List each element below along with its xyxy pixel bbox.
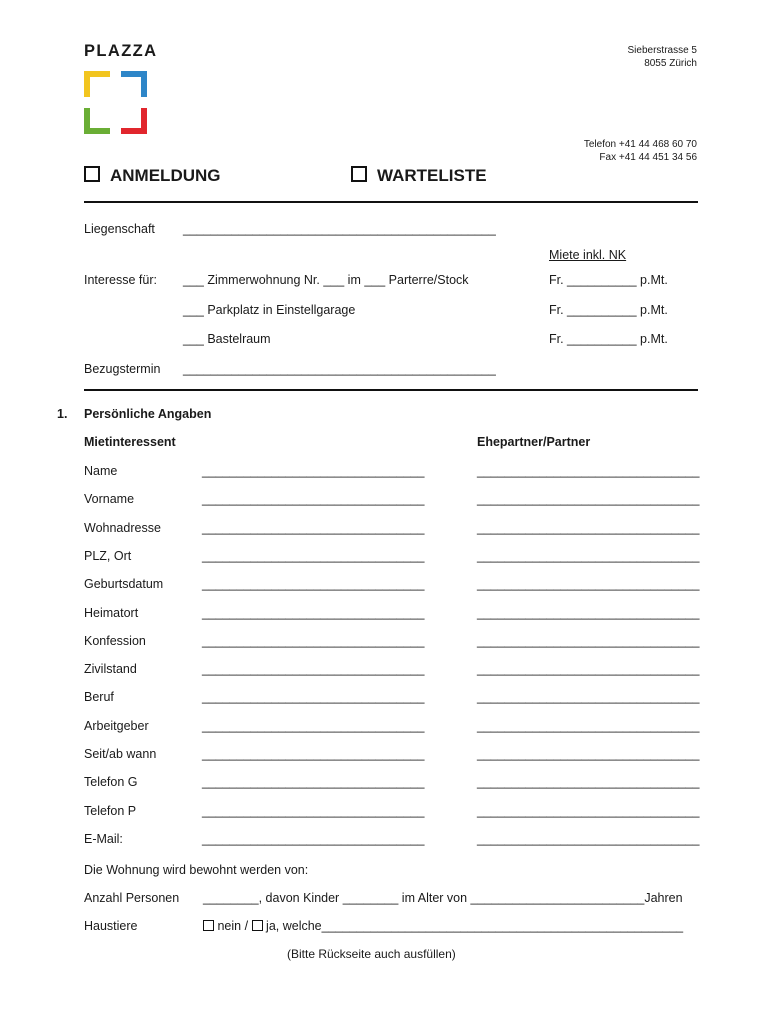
liegenschaft-label: Liegenschaft	[84, 222, 155, 236]
field-label: Telefon G	[84, 775, 138, 789]
partner-input-line[interactable]: ________________________________	[477, 804, 700, 818]
applicant-input-line[interactable]: ________________________________	[202, 747, 425, 761]
checkbox-icon[interactable]	[252, 920, 263, 931]
interest-label: Interesse für:	[84, 273, 157, 287]
anmeldung-label: ANMELDUNG	[110, 166, 221, 185]
checkbox-icon[interactable]	[203, 920, 214, 931]
pets-no-label: nein /	[217, 919, 249, 933]
logo-bracket-green	[84, 108, 110, 134]
field-label: Zivilstand	[84, 662, 137, 676]
logo-text: PLAZZA	[84, 42, 158, 60]
partner-input-line[interactable]: ________________________________	[477, 832, 700, 846]
address-city: 8055 Zürich	[644, 58, 697, 69]
section-title: Persönliche Angaben	[84, 407, 212, 421]
checkbox-icon[interactable]	[351, 166, 367, 182]
price-apartment[interactable]: Fr. __________ p.Mt.	[549, 273, 668, 287]
liegenschaft-field[interactable]: _____________________________________________	[183, 222, 496, 236]
persons-label: Anzahl Personen	[84, 891, 180, 905]
partner-input-line[interactable]: ________________________________	[477, 747, 700, 761]
section-number: 1.	[57, 407, 68, 421]
price-parking[interactable]: Fr. __________ p.Mt.	[549, 303, 668, 317]
partner-input-line[interactable]: ________________________________	[477, 549, 700, 563]
field-label: Name	[84, 464, 118, 478]
interest-parking[interactable]: ___ Parkplatz in Einstellgarage	[183, 303, 356, 317]
field-label: Heimatort	[84, 606, 139, 620]
col-partner-header: Ehepartner/Partner	[477, 435, 591, 449]
field-label: Vorname	[84, 492, 135, 506]
logo-bracket-red	[121, 108, 147, 134]
field-label: Beruf	[84, 690, 114, 704]
pets-options	[203, 919, 683, 933]
applicant-input-line[interactable]: ________________________________	[202, 775, 425, 789]
field-label: Seit/ab wann	[84, 747, 157, 761]
rent-header: Miete inkl. NK	[549, 248, 627, 262]
partner-input-line[interactable]: ________________________________	[477, 775, 700, 789]
applicant-input-line[interactable]: ________________________________	[202, 832, 425, 846]
partner-input-line[interactable]: ________________________________	[477, 634, 700, 648]
pets-yes-field[interactable]: ja, welche____________________________________________________	[266, 919, 684, 933]
applicant-input-line[interactable]: ________________________________	[202, 634, 425, 648]
logo-bracket-yellow	[84, 71, 110, 97]
applicant-input-line[interactable]: ________________________________	[202, 464, 425, 478]
household-intro: Die Wohnung wird bewohnt werden von:	[84, 863, 309, 877]
partner-input-line[interactable]: ________________________________	[477, 521, 700, 535]
applicant-input-line[interactable]: ________________________________	[202, 549, 425, 563]
divider-middle	[84, 389, 698, 391]
fax-number: Fax +41 44 451 34 56	[599, 152, 697, 163]
field-label: Wohnadresse	[84, 521, 161, 535]
logo-bracket-blue	[121, 71, 147, 97]
field-label: E-Mail:	[84, 832, 123, 846]
partner-input-line[interactable]: ________________________________	[477, 492, 700, 506]
applicant-input-line[interactable]: ________________________________	[202, 662, 425, 676]
applicant-input-line[interactable]: ________________________________	[202, 521, 425, 535]
applicant-input-line[interactable]: ________________________________	[202, 606, 425, 620]
moving-date-field[interactable]: _____________________________________________	[183, 362, 496, 376]
field-label: Konfession	[84, 634, 146, 648]
partner-input-line[interactable]: ________________________________	[477, 690, 700, 704]
applicant-input-line[interactable]: ________________________________	[202, 690, 425, 704]
applicant-input-line[interactable]: ________________________________	[202, 804, 425, 818]
warteliste-label: WARTELISTE	[377, 166, 487, 185]
partner-input-line[interactable]: ________________________________	[477, 464, 700, 478]
persons-field[interactable]: ________, davon Kinder ________ im Alter von _________________________Jahren	[203, 891, 683, 905]
partner-input-line[interactable]: ________________________________	[477, 606, 700, 620]
warteliste-option[interactable]	[351, 166, 487, 186]
footer-note: (Bitte Rückseite auch ausfüllen)	[287, 947, 456, 961]
col-applicant-header: Mietinteressent	[84, 435, 176, 449]
interest-hobbyroom[interactable]: ___ Bastelraum	[183, 332, 271, 346]
field-label: Telefon P	[84, 804, 137, 818]
anmeldung-option[interactable]	[84, 166, 221, 186]
field-label: Arbeitgeber	[84, 719, 149, 733]
partner-input-line[interactable]: ________________________________	[477, 662, 700, 676]
applicant-input-line[interactable]: ________________________________	[202, 577, 425, 591]
field-label: Geburtsdatum	[84, 577, 164, 591]
partner-input-line[interactable]: ________________________________	[477, 719, 700, 733]
moving-date-label: Bezugstermin	[84, 362, 161, 376]
applicant-input-line[interactable]: ________________________________	[202, 719, 425, 733]
divider-top	[84, 201, 698, 203]
contact-block	[584, 138, 697, 164]
address-block	[628, 44, 697, 70]
address-street: Sieberstrasse 5	[627, 45, 697, 56]
applicant-input-line[interactable]: ________________________________	[202, 492, 425, 506]
price-hobbyroom[interactable]: Fr. __________ p.Mt.	[549, 332, 668, 346]
partner-input-line[interactable]: ________________________________	[477, 577, 700, 591]
pets-label: Haustiere	[84, 919, 138, 933]
phone-number: Telefon +41 44 468 60 70	[583, 139, 697, 150]
interest-apartment[interactable]: ___ Zimmerwohnung Nr. ___ im ___ Parterre/Stock	[183, 273, 469, 287]
checkbox-icon[interactable]	[84, 166, 100, 182]
field-label: PLZ, Ort	[84, 549, 132, 563]
